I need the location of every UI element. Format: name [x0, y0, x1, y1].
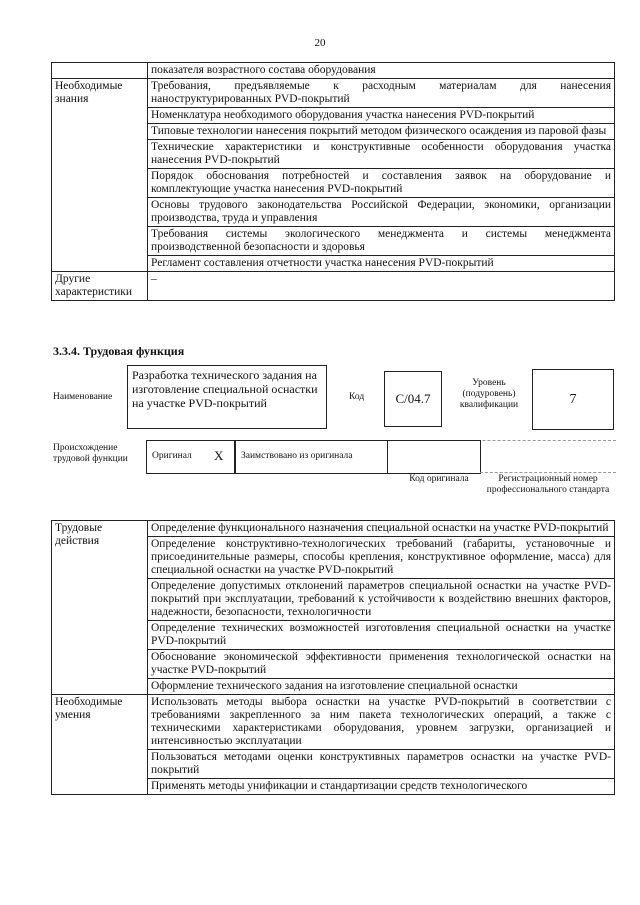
- table-row: [52, 521, 615, 537]
- row-label: Необходимые умения: [52, 695, 148, 795]
- row-item: Технические характеристики и конструктивные особенности оборудования участка нанесения PVD-покрытий: [148, 140, 615, 169]
- row-item: показателя возрастного состава оборудования: [148, 63, 615, 79]
- row-item: Обоснование экономической эффективности применения технологической оснастки на участке PVD-покрытий: [148, 650, 615, 679]
- knowledge-table: [51, 62, 615, 301]
- reg-line: [480, 472, 616, 473]
- row-item: Применять методы унификации и стандартизации средств технологического: [148, 779, 615, 795]
- actions-table: [51, 520, 615, 795]
- row-item: Пользоваться методами оценки конструктивных параметров оснастки на участке PVD-покрытий: [148, 750, 615, 779]
- row-item: Номенклатура необходимого оборудования участка нанесения PVD-покрытий: [148, 108, 615, 124]
- reg-number-label: Регистрационный номер профессионального стандарта: [486, 474, 610, 495]
- table-row: [52, 272, 615, 301]
- borrowed-label: Заимствовано из оригинала: [241, 451, 353, 461]
- row-item: Определение конструктивно-технологических требований (габариты, установочные и присоединительные размеры, способы крепления, конструктивное оформление, масса) для специальной оснастки на участке PVD-покрытий: [148, 537, 615, 579]
- row-item: Основы трудового законодательства Российской Федерации, экономики, организации производства, труда и управления: [148, 198, 615, 227]
- row-item: Порядок обоснования потребностей и составления заявок на оборудование и комплектующие участка нанесения PVD-покрытий: [148, 169, 615, 198]
- function-name: Разработка технического задания на изготовление специальной оснастки на участке PVD-покрытий: [127, 365, 327, 429]
- row-item: Типовые технологии нанесения покрытий методом физического осаждения из паровой фазы: [148, 124, 615, 140]
- row-item: Использовать методы выбора оснастки на участке PVD-покрытий в соответствии с требованиями закрепленного за ним пакета технологических операций, а также с техническими характеристиками оборудования, уровнем загрузки, организацией и интенсивностью эксплуатации: [148, 695, 615, 750]
- code-original-label: Код оригинала: [409, 474, 469, 484]
- original-label: Оригинал: [152, 451, 192, 461]
- origin-label: Происхождение трудовой функции: [53, 443, 128, 464]
- row-item: Определение функционального назначения специальной оснастки на участке PVD-покрытий: [148, 521, 615, 537]
- row-item: Оформление технического задания на изготовление специальной оснастки: [148, 679, 615, 695]
- table-row: [52, 79, 615, 108]
- row-item: –: [148, 272, 615, 301]
- level-label: Уровень (подуровень) квалификации: [459, 378, 519, 410]
- row-item: Регламент составления отчетности участка нанесения PVD-покрытий: [148, 256, 615, 272]
- row-item: Требования, предъявляемые к расходным материалам для нанесения наноструктурированных PVD-покрытий: [148, 79, 615, 108]
- name-label: Наименование: [53, 392, 113, 402]
- section-title: 3.3.4. Трудовая функция: [53, 344, 185, 358]
- code-original-cell: [386, 440, 481, 474]
- row-label: Трудовые действия: [52, 521, 148, 695]
- row-label: [52, 63, 148, 79]
- page-number: 20: [314, 37, 326, 49]
- row-item: Определение технических возможностей изготовления специальной оснастки на участке PVD-покрытий: [148, 621, 615, 650]
- table-row: [52, 63, 615, 79]
- row-item: Определение допустимых отклонений параметров специальной оснастки на участке PVD-покрытий при эксплуатации, требований к устойчивости к воздействию внешних факторов, надежности, безопасности, технологичности: [148, 579, 615, 621]
- code-value: C/04.7: [384, 371, 442, 427]
- level-value: 7: [532, 369, 614, 430]
- original-mark: X: [214, 448, 224, 463]
- row-item: Требования системы экологического менеджмента и системы менеджмента производственной безопасности и здоровья: [148, 227, 615, 256]
- row-label: Другие характеристики: [52, 272, 148, 301]
- table-row: [52, 695, 615, 750]
- code-label: Код: [349, 392, 365, 402]
- row-label: Необходимые знания: [52, 79, 148, 272]
